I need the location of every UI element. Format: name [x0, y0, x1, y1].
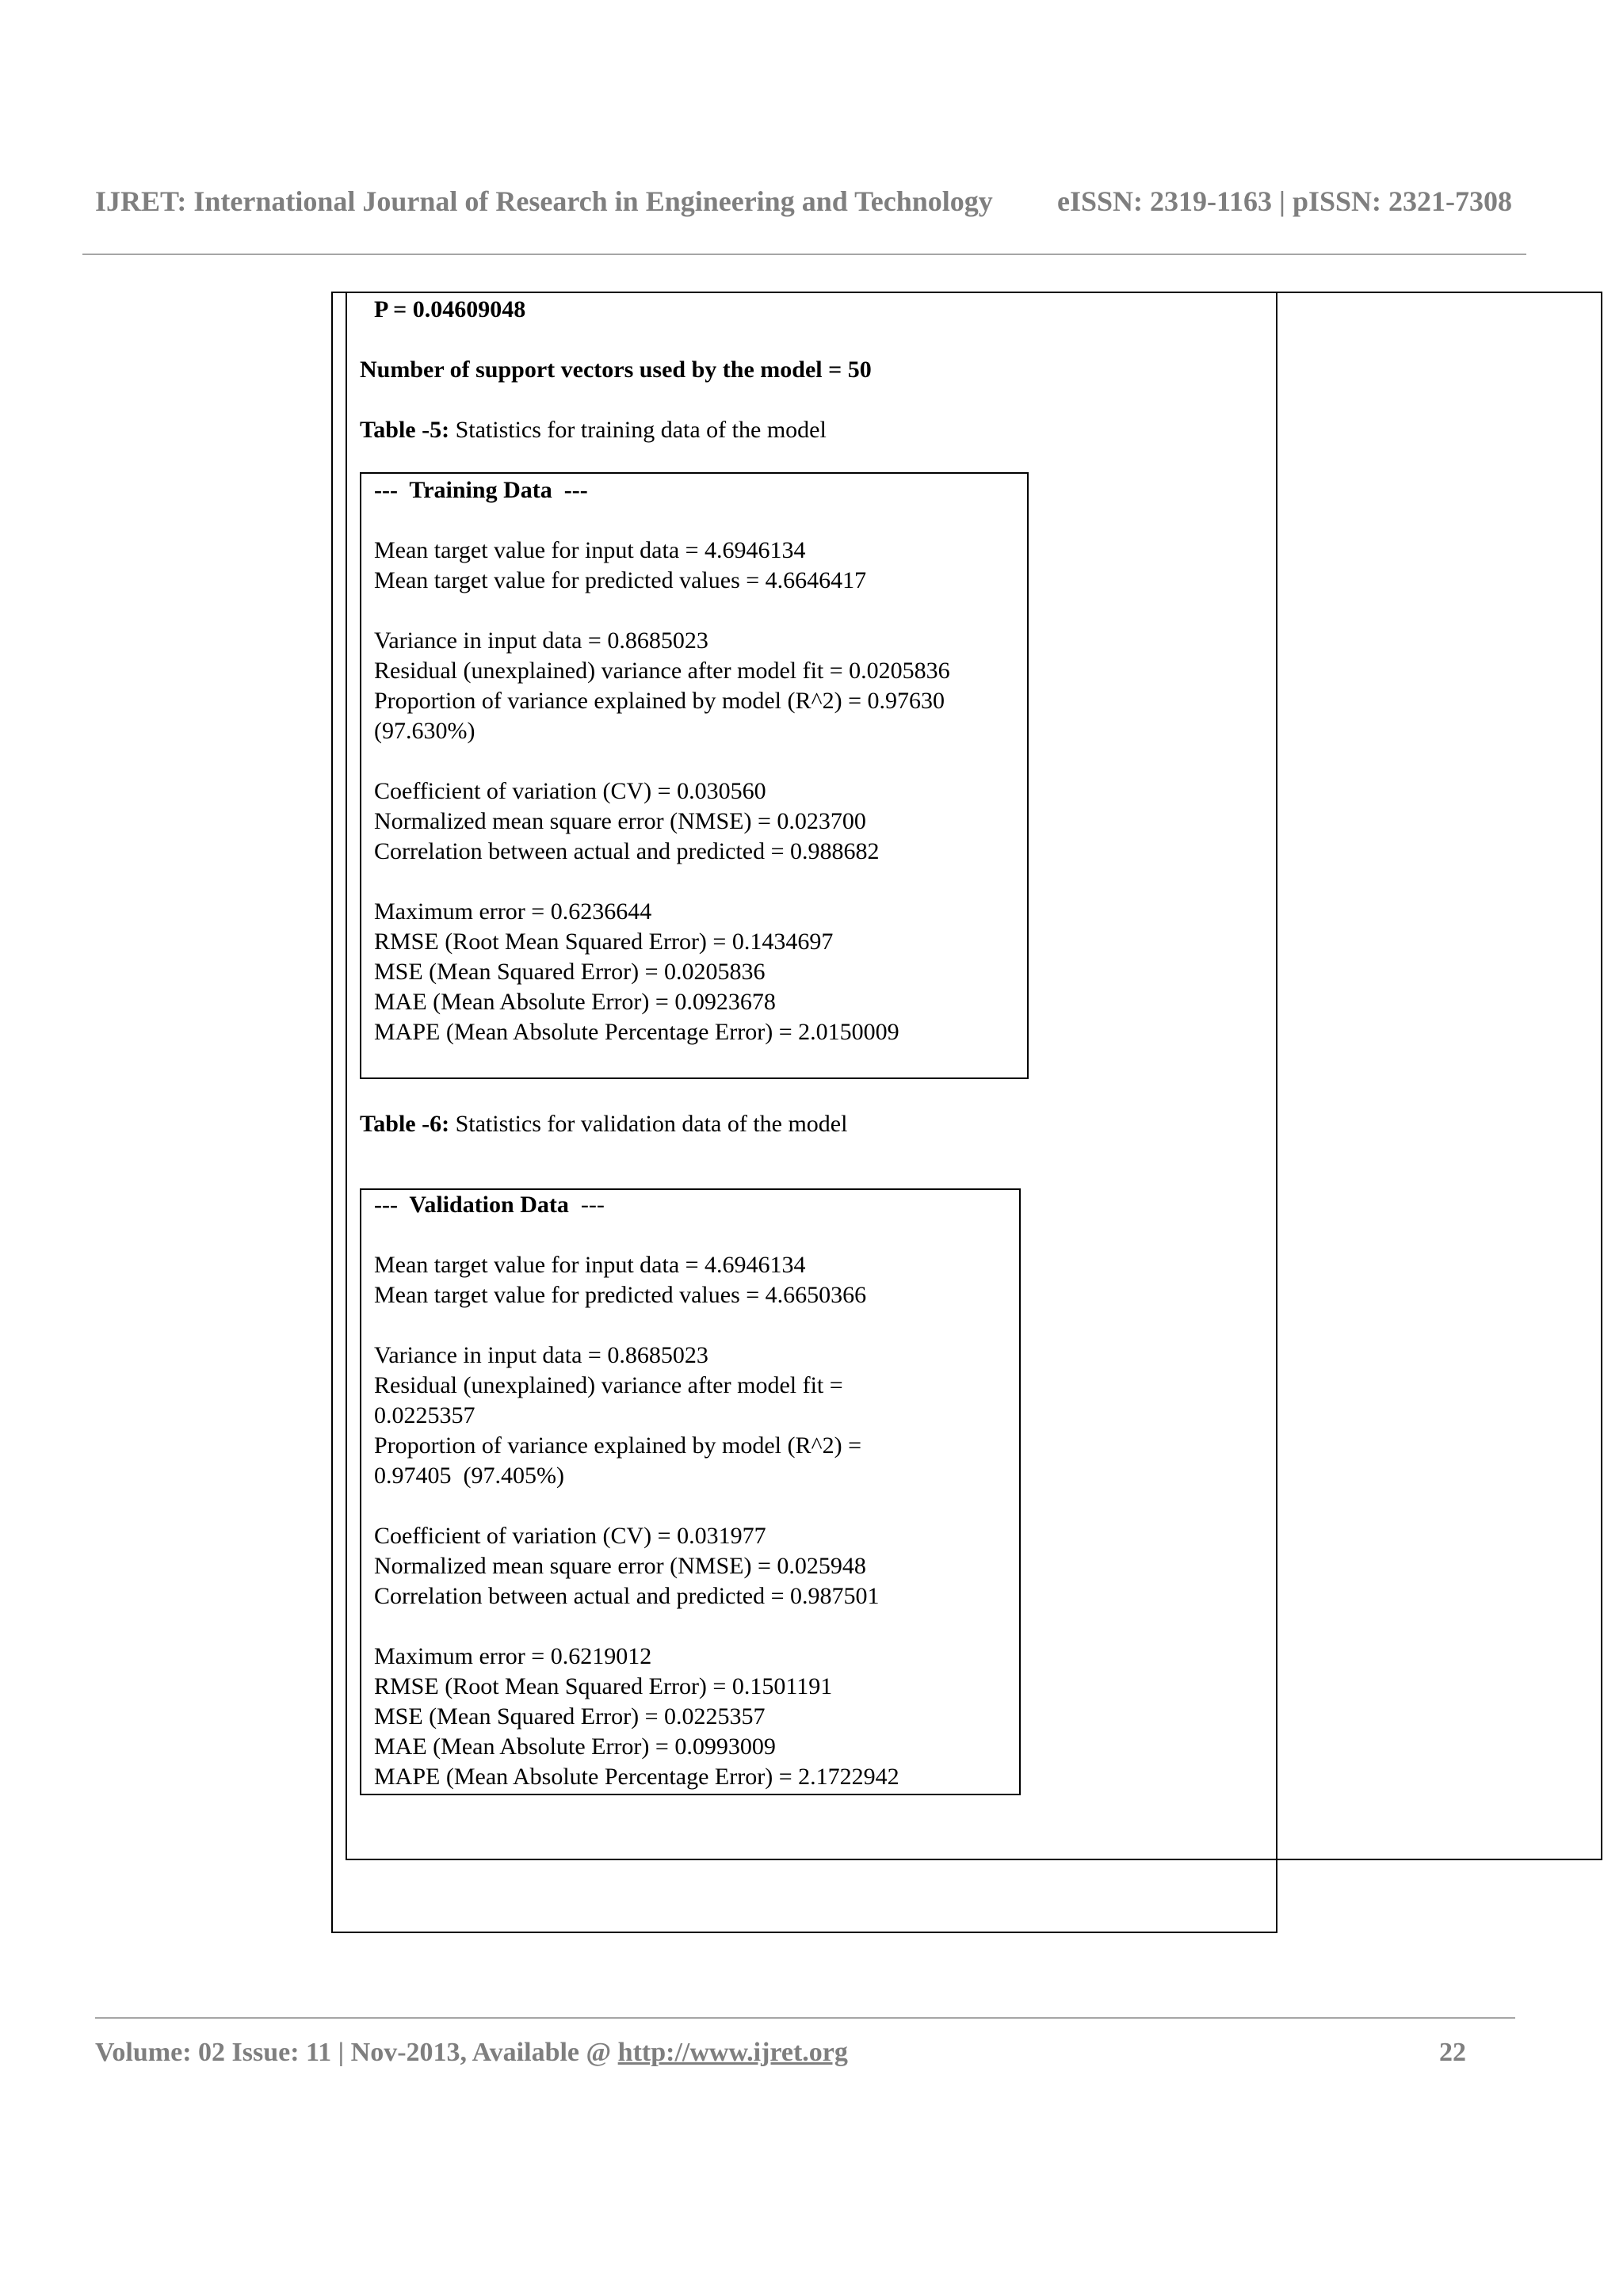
table5-label: Table -5: — [360, 417, 450, 443]
training-stat: Normalized mean square error (NMSE) = 0.023700 — [374, 808, 866, 834]
p-value: P = 0.04609048 — [374, 296, 526, 322]
training-stat: Maximum error = 0.6236644 — [374, 898, 652, 925]
validation-stat: MAPE (Mean Absolute Percentage Error) = 2.1722942 — [374, 1764, 899, 1790]
training-stat: Proportion of variance explained by model (R^2) = 0.97630 — [374, 688, 945, 714]
training-stat: MAE (Mean Absolute Error) = 0.0923678 — [374, 989, 776, 1015]
training-stat: Mean target value for predicted values = 4.6646417 — [374, 567, 867, 593]
page-number: 22 — [1439, 2038, 1466, 2067]
validation-data-content — [374, 1190, 899, 1792]
training-stat: Correlation between actual and predicted = 0.988682 — [374, 838, 880, 864]
training-stat: RMSE (Root Mean Squared Error) = 0.1434697 — [374, 929, 834, 955]
validation-stat: RMSE (Root Mean Squared Error) = 0.1501191 — [374, 1673, 833, 1699]
validation-stat: Variance in input data = 0.8685023 — [374, 1342, 708, 1368]
training-stat: MAPE (Mean Absolute Percentage Error) = 2.0150009 — [374, 1019, 899, 1045]
training-stat: Mean target value for input data = 4.6946134 — [374, 537, 806, 563]
validation-stat: Correlation between actual and predicted = 0.987501 — [374, 1583, 880, 1609]
validation-stat: Proportion of variance explained by model (R^2) = — [374, 1432, 861, 1459]
support-vectors-count: Number of support vectors used by the model = 50 — [360, 357, 872, 383]
validation-stat: MSE (Mean Squared Error) = 0.0225357 — [374, 1703, 766, 1730]
validation-stat: Coefficient of variation (CV) = 0.031977 — [374, 1523, 766, 1549]
training-data-title: --- Training Data --- — [374, 477, 588, 503]
validation-stat: Maximum error = 0.6219012 — [374, 1643, 652, 1669]
journal-title: IJRET: International Journal of Research in Engineering and Technology — [95, 185, 993, 217]
table6-caption — [360, 1109, 847, 1139]
training-stat: (97.630%) — [374, 718, 475, 744]
validation-stat: MAE (Mean Absolute Error) = 0.0993009 — [374, 1733, 776, 1760]
validation-data-title: --- Validation Data --- — [374, 1192, 605, 1218]
training-stat: Residual (unexplained) variance after model fit = 0.0205836 — [374, 658, 950, 684]
table6-label: Table -6: — [360, 1111, 450, 1137]
issn-info: eISSN: 2319-1163 | pISSN: 2321-7308 — [1057, 185, 1512, 217]
validation-stat: 0.0225357 — [374, 1402, 475, 1428]
table5-caption-text: Statistics for training data of the model — [449, 417, 827, 443]
validation-stat: Normalized mean square error (NMSE) = 0.025948 — [374, 1553, 866, 1579]
footer-volume: Volume: 02 Issue: 11 | Nov-2013, Available @ http://www.ijret.org — [95, 2038, 848, 2067]
validation-stat: 0.97405 (97.405%) — [374, 1463, 564, 1489]
training-stat: Coefficient of variation (CV) = 0.030560 — [374, 778, 766, 804]
table6-caption-text: Statistics for validation data of the model — [449, 1111, 848, 1137]
validation-stat: Residual (unexplained) variance after model fit = — [374, 1372, 843, 1398]
journal-link[interactable]: http://www.ijret.org — [617, 2038, 848, 2067]
training-stat: MSE (Mean Squared Error) = 0.0205836 — [374, 959, 766, 985]
training-stat: Variance in input data = 0.8685023 — [374, 627, 708, 654]
training-data-content — [374, 475, 950, 1047]
validation-stat: Mean target value for predicted values = 4.6650366 — [374, 1282, 867, 1308]
header-rule — [82, 254, 1526, 255]
footer-rule — [95, 2017, 1515, 2019]
table5-caption — [360, 415, 827, 445]
validation-stat: Mean target value for input data = 4.6946134 — [374, 1252, 806, 1278]
